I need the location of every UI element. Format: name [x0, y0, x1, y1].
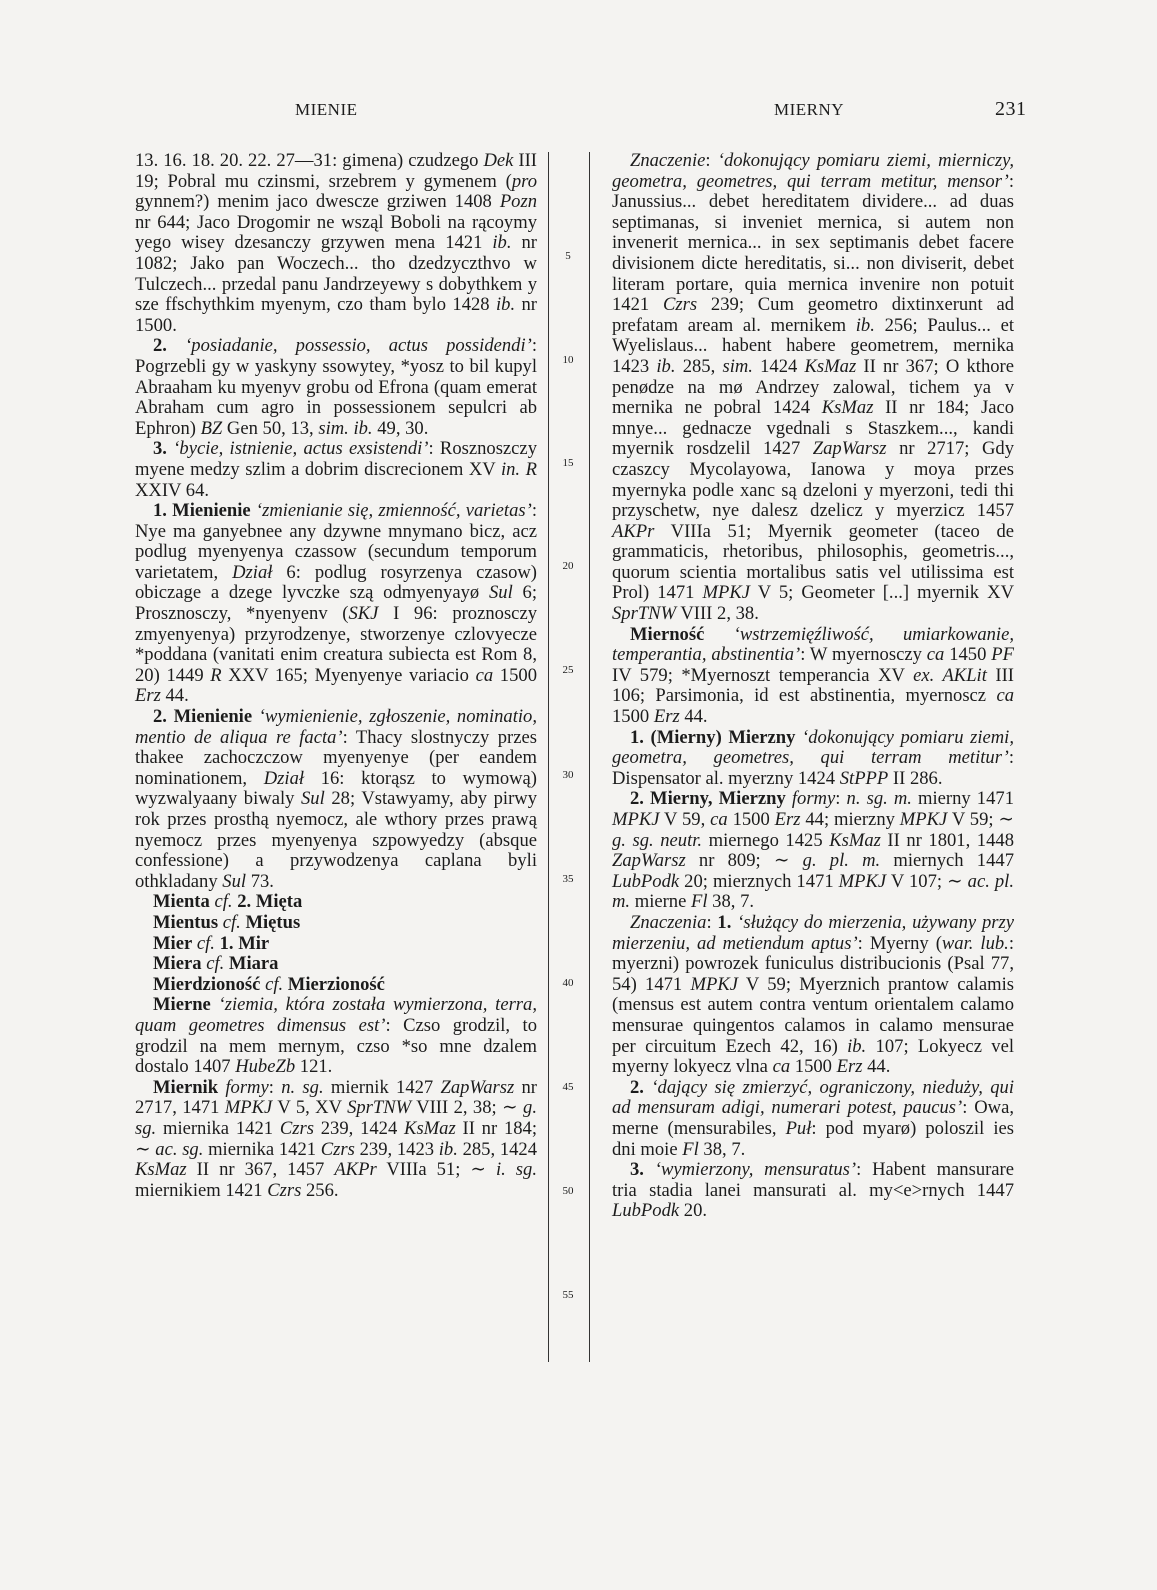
dictionary-paragraph: 2. ‘dający się zmierzyć, ograniczony, nieduży, qui ad mensuram adigi, numerari potest, paucus’: Owa, merne (mensurabiles, Puł: pod myarø) poloszil ies dni moie Fl 38, 7.	[612, 1076, 1014, 1160]
line-number: 20	[562, 560, 574, 572]
dictionary-paragraph: 3. ‘wymierzony, mensuratus’: Habent mansurare tria stadia lanei mansurati al. my<e>rnych 1447 LubPodk 20.	[612, 1159, 1015, 1222]
dictionary-paragraph: Mierne ‘ziemia, która została wymierzona, terra, quam geometres dimensus est’: Czso grodzil, to grodzil na mem mernym, czso *so mne dzalem dostalo 1407 HubeZb 121.	[135, 994, 537, 1078]
dictionary-paragraph: Mierność ‘wstrzemięźliwość, umiarkowanie, temperantia, abstinentia’: W myernosczy ca 1450 PF IV 579; *Myernoszt temperancia XV ex. AKLit III 106; Parsimonia, id est abstinentia, myernoscz ca 1500 Erz 44.	[612, 623, 1015, 728]
dictionary-paragraph: 1. (Mierny) Mierzny ‘dokonujący pomiaru ziemi, geometra, geometres, qui terram metitur’: Dispensator al. myerzny 1424 StPPP II 286.	[612, 726, 1014, 789]
column-rule-right	[589, 152, 590, 1362]
right-column	[612, 151, 1014, 1222]
dictionary-paragraph: 3. ‘bycie, istnienie, actus exsistendi’: Rosznoszczy myene medzy szlim a dobrim discrecionem XV in. R XXIV 64.	[135, 438, 538, 501]
column-rule-left	[548, 152, 549, 1362]
dictionary-paragraph: 13. 16. 18. 20. 22. 27—31: gimena) czudzego Dek III 19; Pobral mu czinsmi, srzebrem y gymenem (pro gynnem?) menim jaco dwescze grziwen 1408 Pozn nr 644; Jaco Drogomir ne wsząl Boboli na rącoymy yego wisey dzesanczy grzywen mena 1421 ib. nr 1082; Jako pan Woczech... tho dzedzyczthvo w Tulczech... przedal panu Jandrzeyewy s dobythkem y sze ffschythkim myenym, czo tham bylo 1428 ib. nr 1500.	[135, 150, 538, 336]
header-right-headword: MIERNY	[774, 100, 845, 119]
line-number: 30	[562, 769, 574, 781]
dictionary-paragraph: Miera cf. Miara	[153, 953, 279, 975]
dictionary-paragraph: Znaczenie: ‘dokonujący pomiaru ziemi, mierniczy, geometra, geometres, qui terram metitur, mensor’: Janussius... debet hereditatem dividere... ad duas septimanas, si inveniet mernica, si autem non invenerit mernica... in sex septimanis debet facere divisionem dicte hereditatis, si... non diviserit, debet literam portare, quia mernica invenire non potuit 1421 Czrs 239; Cum geometro dixtinxerunt ad prefatam aream al. mernikem ib. 256; Paulus... et Wyelislaus... habent habere geometrem, mernika 1423 ib. 285, sim. 1424 KsMaz II nr 367; O kthore penødze na mø Andrzey zalowal, tichem ya v mernika ne pobral 1424 KsMaz II nr 184; Jaco mnye... gednacze vgednali s Staszkem..., kandi myernik rosdzelil 1427 ZapWarsz nr 2717; Gdy czaszcy Mycolayowa, Ianowa y moya przes myernyka podle xanc są dzeloni y myerzoni, tedi thi przyschetw, nye dalesz dzelicz y myerzicz 1457 AKPr VIIIa 51; Myernik geometer (taceo de grammaticis, rhetoribus, philosophis, geometris..., quorum scientia mortalibus satis vel utilissima est Prol) 1471 MPKJ V 5; Geometer [...] myernik XV SprTNW VIII 2, 38.	[612, 150, 1015, 625]
page-number: 231	[995, 98, 1027, 120]
line-number: 40	[562, 977, 574, 989]
line-number: 25	[562, 664, 574, 676]
dictionary-paragraph: Mientus cf. Miętus	[153, 911, 301, 933]
dictionary-paragraph: Mienta cf. 2. Mięta	[153, 891, 303, 913]
dictionary-paragraph: 1. Mienienie ‘zmienianie się, zmienność, varietas’: Nye ma ganyebnee any dzywne mnymano bicz, acz podlug myenyenya czassow (secundum temporum varietatem, Dział 6: podlug rosyrzenya czasow) obiczage a dzege lyvczke szą odmyenyayø Sul 6; Prosznosczy, *nyenyenv (SKJ I 96: proznosczy zmyenyenya) przyrodzenye, stworzenye czlovyecze *poddana (vanitati enim creatura subiecta est Rom 8, 20) 1449 R XXV 165; Myenyenye variacio ca 1500 Erz 44.	[135, 500, 537, 707]
dictionary-paragraph: 2. ‘posiadanie, possessio, actus possidendi’: Pogrzebli gy w yaskyny ssowytey, *yosz to bil kupyl Abraaham ku myenyv grobu od Efrona (quam emerat Abraham cum agro in possessionem sepulcri ab Ephron) BZ Gen 50, 13, sim. ib. 49, 30.	[135, 335, 537, 439]
left-column	[135, 151, 537, 1201]
dictionary-paragraph: 2. Mierny, Mierzny formy: n. sg. m. mierny 1471 MPKJ V 59, ca 1500 Erz 44; mierzny MPKJ V 59; ∼ g. sg. neutr. miernego 1425 KsMaz II nr 1801, 1448 ZapWarsz nr 809; ∼ g. pl. m. miernych 1447 LubPodk 20; mierznych 1471 MPKJ V 107; ∼ ac. pl. m. mierne Fl 38, 7.	[612, 788, 1015, 913]
header-left-headword: MIENIE	[295, 100, 358, 119]
dictionary-paragraph: Znaczenia: 1. ‘służący do mierzenia, używany przy mierzeniu, ad metiendum aptus’: Myerny (war. lub.: myerzni) powrozek funiculus distribucionis (Psal 77, 54) 1471 MPKJ V 59; Myerznich prantow calamis (mensus est autem contra ventum orientalem calamo mensurae quingentos calamos in calamo mensurae per circuitum Ezech 42, 16) ib. 107; Lokyecz vel myerny lokyecz vlna ca 1500 Erz 44.	[612, 911, 1014, 1078]
line-number: 55	[562, 1289, 574, 1301]
dictionary-paragraph: 2. Mienienie ‘wymienienie, zgłoszenie, nominatio, mentio de aliqua re facta’: Thacy slostnyczy przes thakee zachoczczow myenyenye (per eandem nominationem, Dział 16: ktorąsz to wymową) wyzwalyaany biwaly Sul 28; Vstawyamy, aby pirwy rok przes prosthą nyemocz, ale wthory przes prawą nyemocz przes myenyenya szpowyedzy (absque confessione) a przywodzenya caplana byli othkladany Sul 73.	[135, 706, 537, 892]
line-number: 50	[562, 1185, 574, 1197]
line-number: 10	[562, 354, 574, 366]
line-number: 45	[562, 1081, 574, 1093]
dictionary-paragraph: Miernik formy: n. sg. miernik 1427 ZapWarsz nr 2717, 1471 MPKJ V 5, XV SprTNW VIII 2, 38; ∼ g. sg. miernika 1421 Czrs 239, 1424 KsMaz II nr 184; ∼ ac. sg. miernika 1421 Czrs 239, 1423 ib. 285, 1424 KsMaz II nr 367, 1457 AKPr VIIIa 51; ∼ i. sg. miernikiem 1421 Czrs 256.	[135, 1076, 538, 1201]
line-number: 15	[562, 457, 574, 469]
line-number: 35	[562, 873, 574, 885]
dictionary-paragraph: Mierdzioność cf. Mierzioność	[153, 973, 385, 995]
line-number: 5	[565, 250, 571, 262]
dictionary-paragraph: Mier cf. 1. Mir	[153, 932, 270, 954]
